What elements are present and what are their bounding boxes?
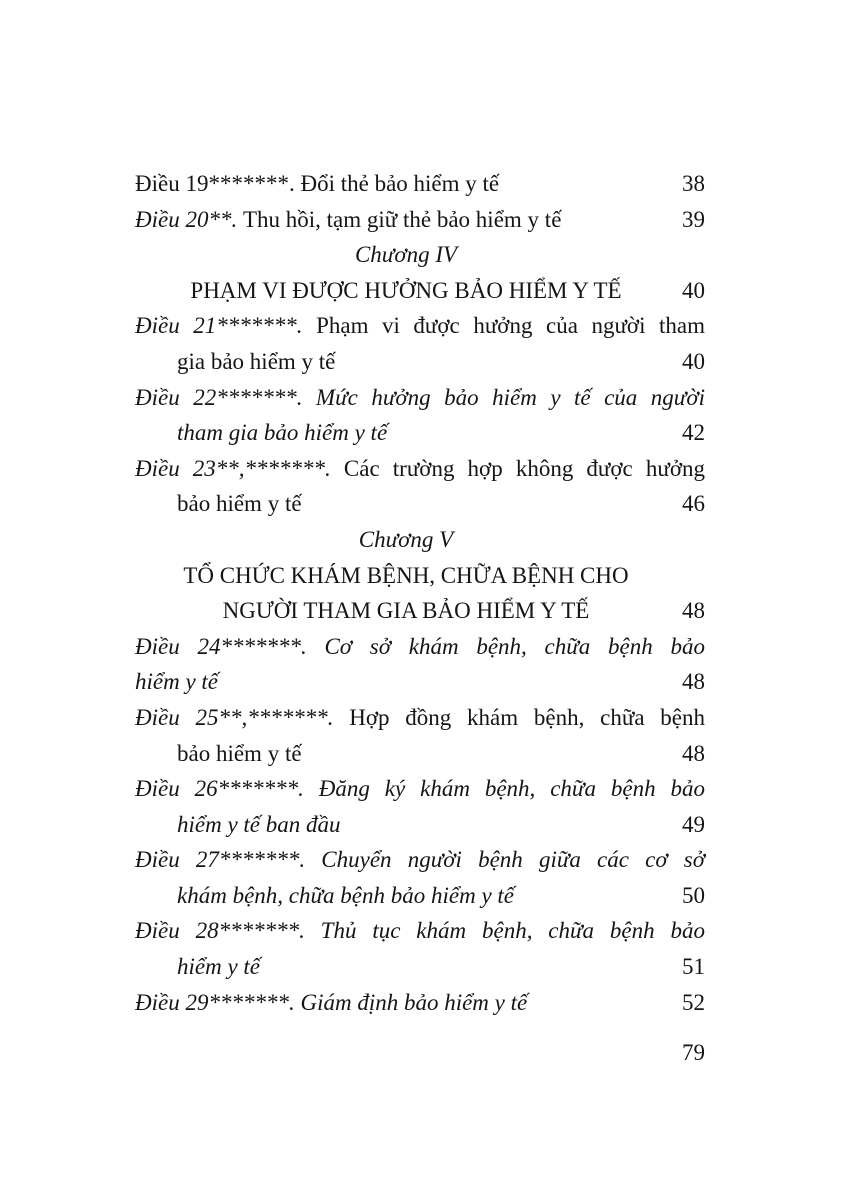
toc-entry-line xyxy=(135,842,705,878)
toc-entry-text xyxy=(135,344,677,380)
toc-entry-line xyxy=(135,913,705,949)
toc-entry-line xyxy=(135,380,705,416)
toc-page-ref: 42 xyxy=(682,420,705,446)
toc-entry-line xyxy=(135,878,705,914)
chapter-label-row xyxy=(135,522,705,558)
toc-entry-line xyxy=(135,664,705,700)
toc-entry-text xyxy=(135,664,677,700)
text-segment: Thu hồi, tạm giữ thẻ bảo hiểm y tế xyxy=(242,206,562,232)
toc-entry-text xyxy=(135,486,677,522)
toc-entry-line xyxy=(135,700,705,736)
chapter-label: Chương IV xyxy=(354,242,458,268)
toc-page-ref: 51 xyxy=(682,954,705,980)
toc-entry-line xyxy=(135,949,705,985)
chapter-heading-row xyxy=(135,558,705,594)
text-segment: hiểm y tế ban đầu xyxy=(177,811,341,837)
text-segment: Điều 21*******. xyxy=(135,313,317,339)
toc-entry-line xyxy=(135,771,705,807)
toc-entry-line xyxy=(135,451,705,487)
toc-page-ref: 40 xyxy=(682,277,705,303)
toc-entry-text xyxy=(135,807,677,843)
table-of-contents xyxy=(135,166,705,1020)
text-segment: Điều 24*******. Cơ sở khám bệnh, chữa bệnh bảo xyxy=(135,633,705,659)
toc-entry-text xyxy=(135,985,677,1021)
chapter-heading-row xyxy=(135,593,705,629)
chapter-heading-row xyxy=(135,273,705,309)
toc-entry-text xyxy=(135,878,677,914)
toc-page-ref: 48 xyxy=(682,598,705,624)
toc-entry-text xyxy=(135,415,677,451)
toc-page-ref: 48 xyxy=(682,740,705,766)
text-segment: khám bệnh, chữa bệnh bảo hiểm y tế xyxy=(177,882,515,908)
chapter-heading: PHẠM VI ĐƯỢC HƯỞNG BẢO HIỂM Y TẾ xyxy=(190,277,622,303)
text-segment: Điều 19*******. xyxy=(135,171,301,196)
toc-entry-line xyxy=(135,308,705,344)
text-segment: bảo hiểm y tế xyxy=(177,491,302,517)
text-segment: Điều 27*******. Chuyển người bệnh giữa các cơ sở xyxy=(135,847,705,873)
toc-page-ref: 49 xyxy=(682,811,705,837)
text-segment: Điều 23**,*******. xyxy=(135,455,344,481)
toc-entry-line xyxy=(135,985,705,1021)
toc-page-ref: 50 xyxy=(682,882,705,908)
text-segment: Điều 28*******. Thủ tục khám bệnh, chữa bệnh bảo xyxy=(135,918,705,944)
text-segment: Các trường hợp không được hưởng xyxy=(343,455,705,481)
chapter-heading: TỔ CHỨC KHÁM BỆNH, CHỮA BỆNH CHO xyxy=(183,562,629,588)
text-segment: hiểm y tế xyxy=(177,954,261,980)
toc-entry-line xyxy=(135,736,705,772)
text-segment: Điều 25**,*******. xyxy=(135,704,350,730)
chapter-heading: NGƯỜI THAM GIA BẢO HIỂM Y TẾ xyxy=(222,598,590,624)
toc-page-ref: 38 xyxy=(682,171,705,196)
text-segment: Điều 22*******. Mức hưởng bảo hiểm y tế của người xyxy=(135,384,705,410)
toc-entry-text xyxy=(135,949,677,985)
toc-page-ref: 39 xyxy=(682,206,705,232)
text-segment: hiểm y tế xyxy=(135,669,219,695)
toc-entry-line xyxy=(135,415,705,451)
text-segment: Điều 20**. xyxy=(135,206,243,232)
toc-entry-line xyxy=(135,202,705,238)
toc-entry-line xyxy=(135,629,705,665)
folio-page-number: 79 xyxy=(682,1040,705,1065)
text-segment: Đổi thẻ bảo hiểm y tế xyxy=(300,171,500,196)
toc-entry-line xyxy=(135,344,705,380)
chapter-label-row xyxy=(135,237,705,273)
toc-entry-text xyxy=(135,202,677,238)
text-segment: tham gia bảo hiểm y tế xyxy=(177,420,388,446)
toc-entry-text xyxy=(135,166,677,202)
toc-page-ref: 52 xyxy=(682,989,705,1015)
text-segment: Phạm vi được hưởng của người tham xyxy=(316,313,706,339)
text-segment: Hợp đồng khám bệnh, chữa bệnh xyxy=(349,704,705,730)
toc-entry-line xyxy=(135,807,705,843)
toc-entry-line xyxy=(135,486,705,522)
text-segment: bảo hiểm y tế xyxy=(177,740,302,766)
text-segment: Điều 29*******. Giám định bảo hiểm y tế xyxy=(135,989,528,1015)
toc-entry-text xyxy=(135,736,677,772)
toc-entry-line xyxy=(135,166,705,202)
text-segment: Điều 26*******. Đăng ký khám bệnh, chữa bệnh bảo xyxy=(135,776,705,802)
chapter-label: Chương V xyxy=(358,526,454,552)
toc-page-ref: 48 xyxy=(682,669,705,695)
toc-page-ref: 46 xyxy=(682,491,705,517)
text-segment: gia bảo hiểm y tế xyxy=(177,348,336,374)
toc-page-ref: 40 xyxy=(682,348,705,374)
